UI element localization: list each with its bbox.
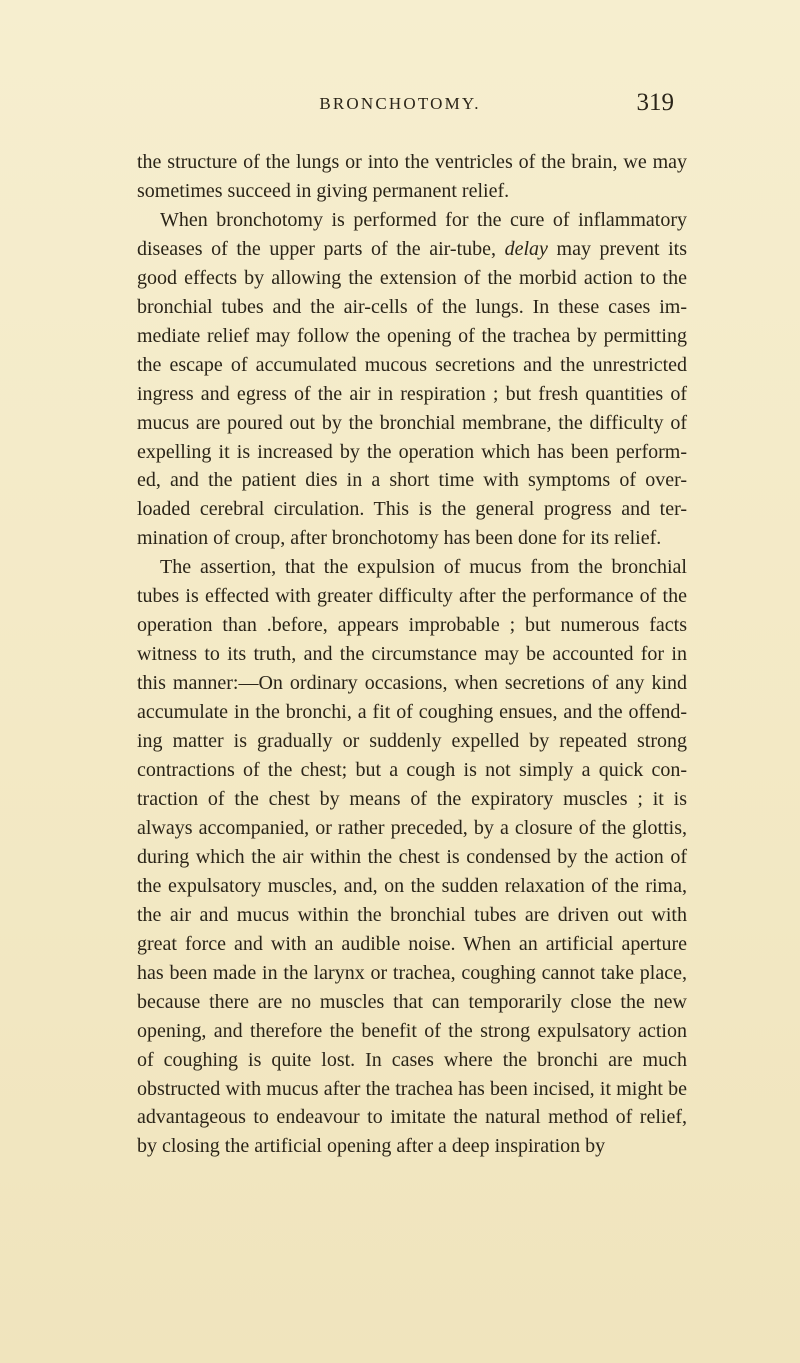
- paragraph-bronchotomy-inflammatory: [137, 206, 687, 553]
- paragraph-text: When bronchotomy is performed for the cure of inflammatory diseases of the upper parts of the air-tube,: [137, 208, 687, 260]
- paragraph-continued: the structure of the lungs or into the ventricles of the brain, we may sometimes succeed in giving permanent relief.: [137, 151, 687, 202]
- page-header: [0, 89, 800, 124]
- paragraph-text: may prevent its good effects by allowing the extension of the morbid action to the bronchial tubes and the air-cells of the lungs. In these cases im-mediate relief may follow the opening of the trachea by permitting the escape of accumulated mucous secretions and the unrestricted ingress and egress of the air in respiration ; but fresh quantities of mucus are poured out by the bronchial membrane, the difficulty of expelling it is increased by the operation which has been perform-ed, and the patient dies in a short time with symptoms of over-loaded cerebral circulation. This is the general progress and ter-mination of croup, after bronchotomy has been done for its relief.: [137, 237, 687, 550]
- running-head: BRONCHOTOMY.: [319, 94, 481, 113]
- paragraph-assertion: The assertion, that the expulsion of mucus from the bronchial tubes is effected with greater difficulty after the performance of the operation than .before, appears improbable ; but numerous facts witness to its truth, and the circumstance may be accounted for in this manner:—On ordinary occasions, when secretions of any kind accumulate in the bronchi, a fit of coughing ensues, and the offend-ing matter is gradually or suddenly expelled by repeated strong contractions of the chest; but a cough is not simply a quick con-traction of the chest by means of the expiratory muscles ; it is always accompanied, or rather preceded, by a closure of the glottis, during which the air within the chest is condensed by the action of the expulsatory muscles, and, on the sudden relaxation of the rima, the air and mucus within the bronchial tubes are driven out with great force and with an audible noise. When an artificial aperture has been made in the larynx or trachea, coughing cannot take place, because there are no muscles that can temporarily close the new opening, and therefore the benefit of the strong expulsatory action of coughing is quite lost. In cases where the bronchi are much obstructed with mucus after the trachea has been incised, it might be advantageous to endeavour to imitate the natural method of relief, by closing the artificial opening after a deep inspiration by: [137, 556, 687, 1158]
- body-text: [137, 148, 687, 1161]
- page-number: 319: [636, 89, 674, 116]
- emphasis-delay: delay: [504, 237, 548, 260]
